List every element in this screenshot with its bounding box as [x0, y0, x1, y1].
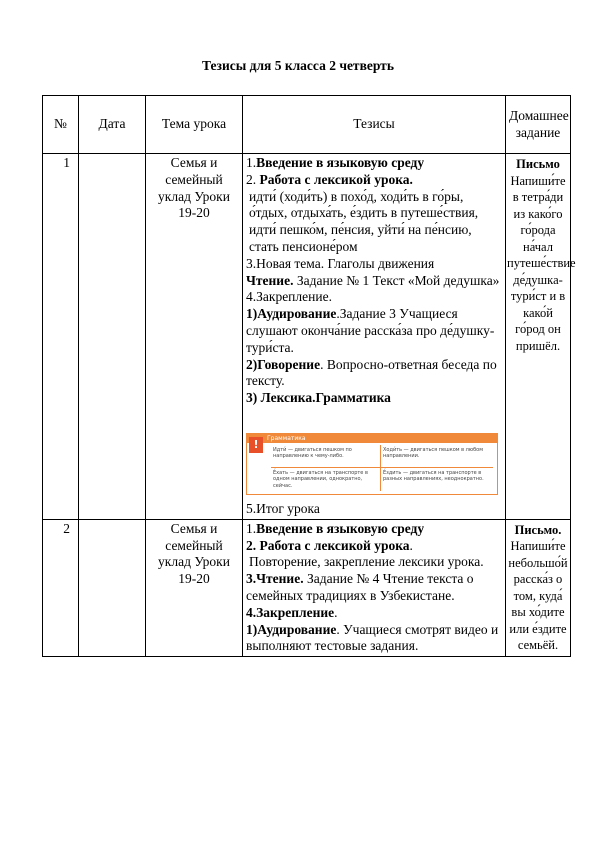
thesis-line: 1)Аудирование. Учащиеся смотрят видео и выполняют тестовые задания.	[246, 621, 499, 654]
thesis-line: 1)Аудирование.Задание 3 Учащиеся слушают оконча́ние расска́за про де́душку-тури́ста.	[246, 306, 495, 355]
row-homework	[506, 519, 571, 656]
grammar-cell: Е́хать — двигаться на транспорте в одном направлении, однократно, сейчас.	[273, 469, 368, 489]
thesis-line: Повторение, закрепление лексики урока.	[249, 554, 484, 570]
grammar-cell: Идти́ — двигаться пешком по направлению к чему-либо.	[273, 446, 352, 460]
table-row	[43, 154, 571, 520]
row-homework	[506, 154, 576, 520]
thesis-line: Чтение. Задание № 1 Текст «Мой дедушка»	[246, 272, 500, 288]
header-thesis: Тезисы	[243, 96, 506, 154]
homework-title: Письмо.	[514, 522, 562, 537]
thesis-line: 1.Введение в языковую среду	[246, 155, 425, 170]
header-homework: Домашнее задание	[506, 96, 571, 154]
thesis-line: 2. Работа с лексикой урока.	[246, 537, 413, 553]
grammar-divider	[380, 445, 381, 491]
row-thesis	[243, 154, 506, 520]
row-topic: Семья и семейный уклад Уроки 19-20	[146, 154, 243, 520]
grammar-header-label: Грамматика	[267, 434, 306, 442]
header-date: Дата	[79, 96, 146, 154]
row-num: 2	[43, 519, 79, 656]
thesis-line: 3.Чтение. Задание № 4 Чтение текста о семейных традициях в Узбекистане.	[246, 571, 474, 603]
row-date	[79, 154, 146, 520]
grammar-header-bar	[247, 434, 497, 443]
row-thesis	[243, 519, 506, 656]
row-date	[79, 519, 146, 656]
header-topic: Тема урока	[146, 96, 243, 154]
thesis-line: 2. Работа с лексикой урока.	[246, 171, 413, 187]
header-num: №	[43, 96, 79, 154]
table-row	[43, 519, 571, 656]
grammar-figure	[246, 433, 498, 495]
thesis-line: 5.Итог урока	[246, 500, 320, 516]
thesis-line: 3) Лексика.Грамматика	[246, 390, 391, 406]
grammar-cell: Ходи́ть — двигаться пешком в любом направлении.	[383, 446, 483, 460]
page-title: Тезисы для 5 класса 2 четверть	[202, 58, 394, 73]
homework-text: Напиши́те в тетра́ди из како́го го́рода на́чал путеше́ствие де́душка-тури́ст и в како́й го́род он пришёл.	[507, 173, 576, 353]
thesis-line: 1.Введение в языковую среду	[246, 520, 425, 536]
grammar-divider	[271, 467, 493, 468]
grammar-cell: Е́здить — двигаться на транспорте в разных направлениях, неоднократно.	[383, 469, 484, 483]
thesis-line: 3.Новая тема. Глаголы движения	[246, 255, 435, 271]
homework-title: Письмо	[516, 157, 560, 171]
lesson-table	[42, 95, 576, 657]
thesis-line: 4.Закрепление.	[246, 604, 338, 620]
table-header-row	[43, 96, 571, 154]
homework-text: Напиши́те небольшо́й расска́з о том, куда́ вы хо́дите или е́здите семьёй.	[508, 539, 568, 653]
row-topic: Семья и семейный уклад Уроки 19-20	[146, 519, 243, 656]
thesis-line: 4.Закрепление.	[246, 289, 332, 305]
thesis-line: 2)Говорение. Вопросно-ответная беседа по тексту.	[246, 356, 497, 389]
exclamation-icon: !	[249, 437, 263, 453]
row-num: 1	[43, 154, 79, 520]
thesis-line: идти́ (ходи́ть) в похо́д, ходи́ть в го́ры, о́тдых, отдыха́ть, е́здить в путеше́ствия, идти́ пешко́м, пе́нсия, уйти́ на пе́нсию, стать пенсионе́ром	[249, 188, 479, 254]
